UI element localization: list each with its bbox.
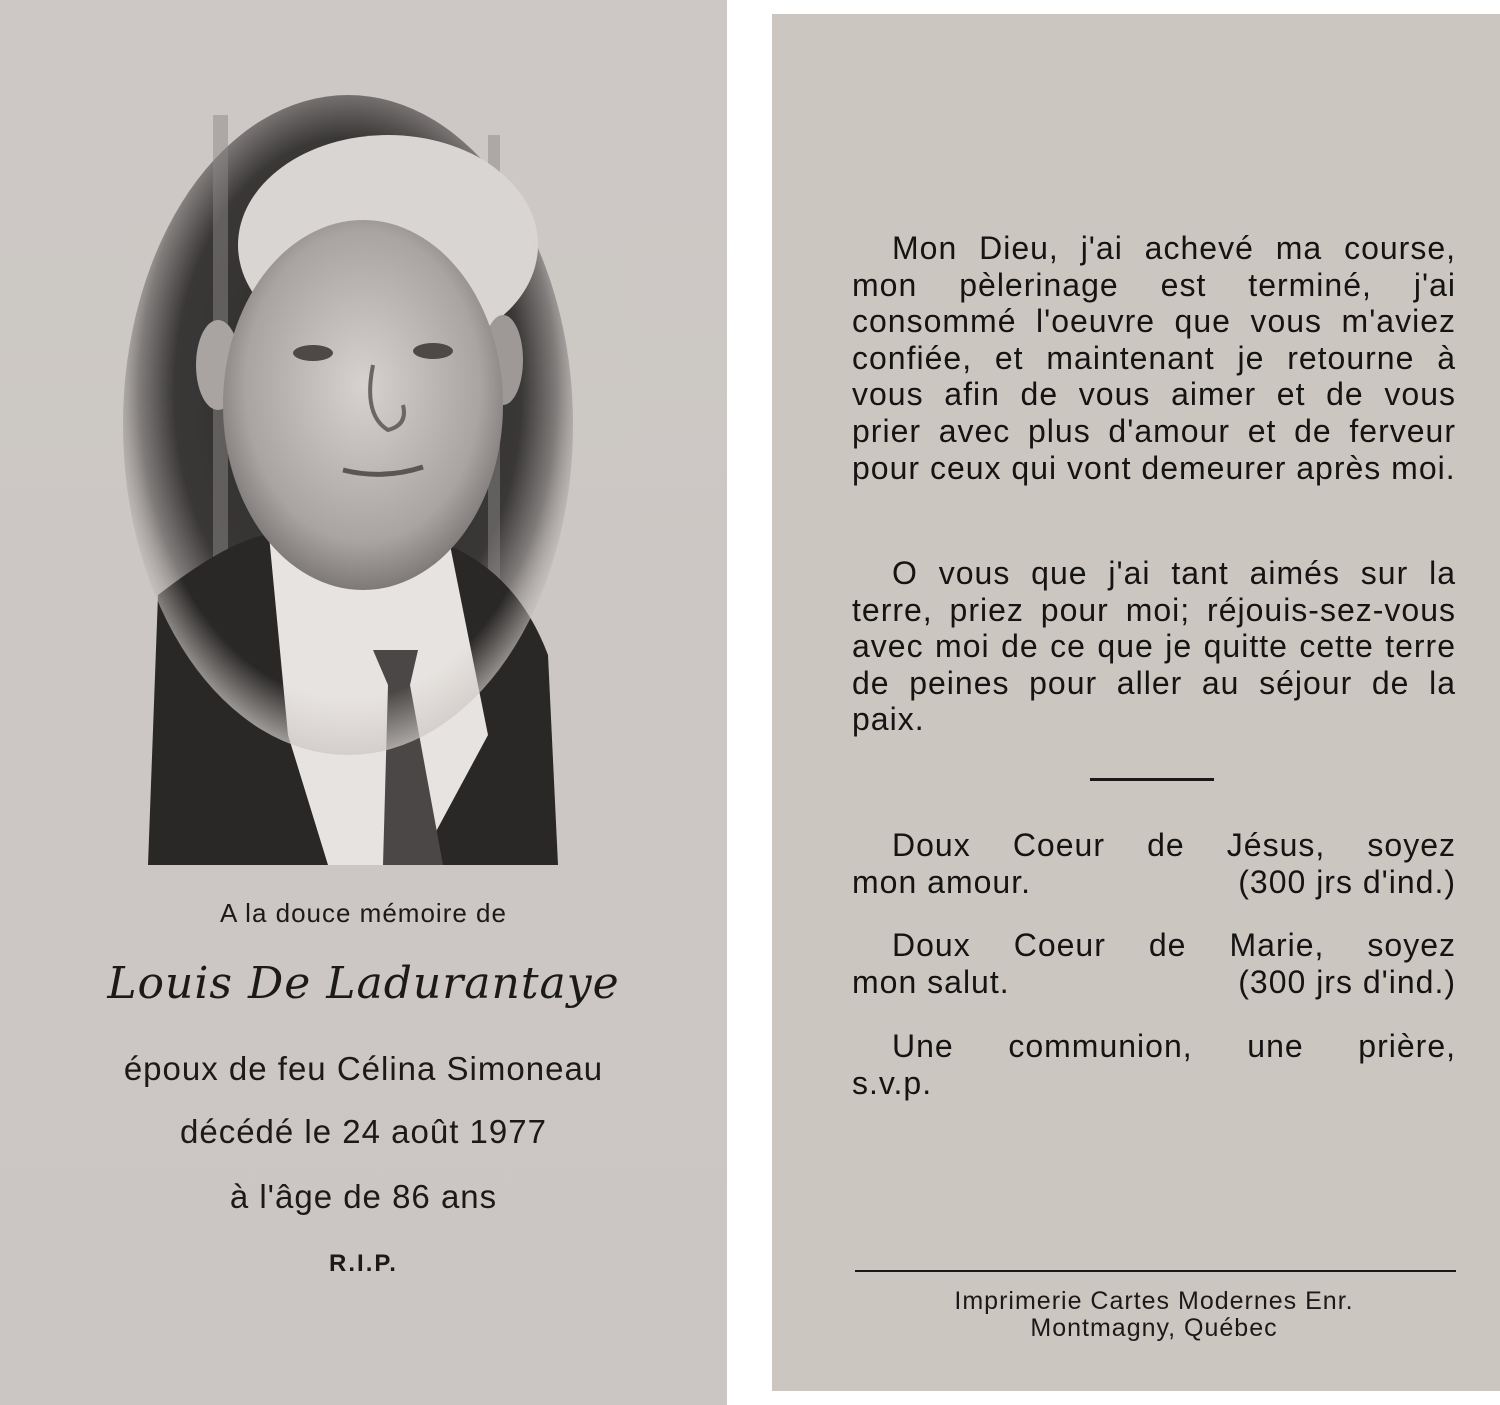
rip-label: R.I.P. <box>329 1250 398 1277</box>
communion-request-line1: Une communion, une prière, <box>892 1028 1456 1064</box>
printer-location: Montmagny, Québec <box>1030 1314 1278 1342</box>
portrait-image <box>118 95 588 865</box>
age-line: à l'âge de 86 ans <box>229 1178 498 1215</box>
communion-request-line2: s.v.p. <box>852 1065 933 1101</box>
communion-request <box>852 1028 1456 1102</box>
invocation-jesus-end: mon amour. <box>852 864 1031 900</box>
prayer-1-text: Mon Dieu, j'ai achevé ma course, mon pèlerinage est terminé, j'ai consommé l'oeuvre que vous m'aviez confiée, et maintenant je retourne à vous afin de vous aimer et de vous prier avec plus d'amour et de ferveur pour ceux qui vont demeurer après moi. <box>852 230 1456 486</box>
deceased-name: Louis De Ladurantaye <box>107 958 620 1009</box>
memorial-card-front <box>0 0 727 1405</box>
invocation-marie <box>852 927 1456 1001</box>
invocation-jesus-line2 <box>852 864 1456 901</box>
invocation-jesus-indulgence: (300 jrs d'ind.) <box>1238 864 1456 900</box>
prayer-paragraph-2 <box>852 555 1456 738</box>
prayer-paragraph-1 <box>852 230 1456 486</box>
divider-long <box>855 1270 1456 1272</box>
prayer-2-text: O vous que j'ai tant aimés sur la terre, priez pour moi; réjouis-sez-vous avec moi de ce que je quitte cette terre de peines pour aller au séjour de la paix. <box>852 555 1456 738</box>
death-date-line: décédé le 24 août 1977 <box>180 1113 547 1150</box>
invocation-marie-line2 <box>852 964 1456 1001</box>
invocation-marie-line1: Doux Coeur de Marie, soyez <box>892 927 1456 963</box>
invocation-marie-end: mon salut. <box>852 964 1010 1000</box>
memory-heading: A la douce mémoire de <box>220 898 507 928</box>
invocation-jesus-line1: Doux Coeur de Jésus, soyez <box>892 827 1456 863</box>
invocation-jesus <box>852 827 1456 901</box>
printer-name: Imprimerie Cartes Modernes Enr. <box>954 1287 1354 1315</box>
portrait-photo <box>118 95 588 865</box>
spouse-line: époux de feu Célina Simoneau <box>123 1050 604 1087</box>
divider-short <box>1090 778 1214 781</box>
invocation-marie-indulgence: (300 jrs d'ind.) <box>1238 964 1456 1000</box>
